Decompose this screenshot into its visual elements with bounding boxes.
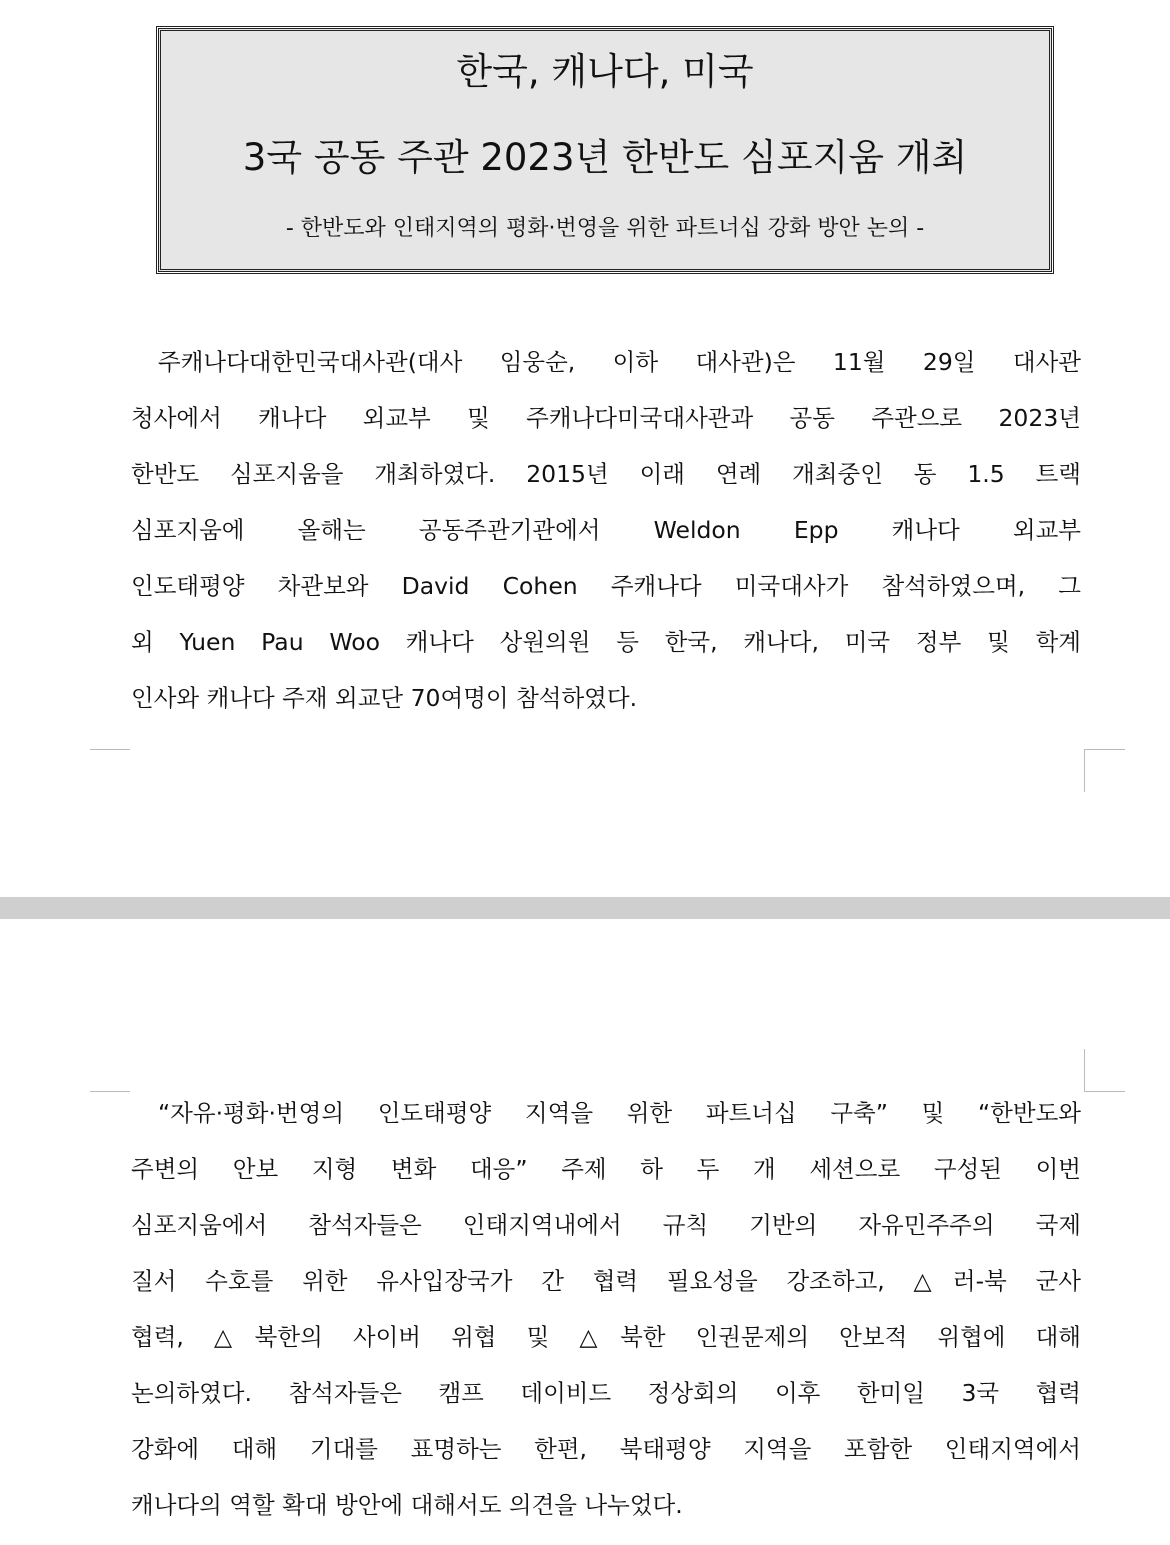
text-line: 강화에 대해 기대를 표명하는 한편, 북태평양 지역을 포함한 인태지역에서 <box>131 1435 1081 1463</box>
title-line-1: 한국, 캐나다, 미국 <box>456 50 754 93</box>
margin-corner-mark <box>1084 749 1125 792</box>
text-line: 청사에서 캐나다 외교부 및 주캐나다미국대사관과 공동 주관으로 2023년 <box>131 404 1081 432</box>
paragraph-1 <box>131 334 1081 726</box>
text-line: 주변의 안보 지형 변화 대응” 주제 하 두 개 세션으로 구성된 이번 <box>131 1155 1081 1183</box>
page-separator <box>0 897 1170 919</box>
text-line: 캐나다의 역할 확대 방안에 대해서도 의견을 나누었다. <box>131 1491 683 1519</box>
margin-corner-mark <box>1084 1049 1125 1092</box>
margin-corner-mark <box>90 749 130 751</box>
text-line: 협력, △북한의 사이버 위협 및 △북한 인권문제의 안보적 위협에 대해 <box>131 1323 1081 1351</box>
text-line: “자유·평화·번영의 인도태평양 지역을 위한 파트너십 구축” 및 “한반도와 <box>158 1099 1081 1127</box>
text-line: 주캐나다대한민국대사관(대사 임웅순, 이하 대사관)은 11월 29일 대사관 <box>158 348 1081 376</box>
text-line: 심포지움에 올해는 공동주관기관에서 Weldon Epp 캐나다 외교부 <box>131 516 1081 544</box>
text-line: 외 Yuen Pau Woo 캐나다 상원의원 등 한국, 캐나다, 미국 정부 및 학계 <box>131 628 1081 656</box>
subtitle: - 한반도와 인태지역의 평화·번영을 위한 파트너십 강화 방안 논의 - <box>285 216 925 241</box>
title-box <box>158 28 1052 272</box>
paragraph-2 <box>131 1085 1081 1533</box>
text-line: 심포지움에서 참석자들은 인태지역내에서 규칙 기반의 자유민주주의 국제 <box>131 1211 1081 1239</box>
text-line: 인사와 캐나다 주재 외교단 70여명이 참석하였다. <box>131 684 638 712</box>
text-line: 질서 수호를 위한 유사입장국가 간 협력 필요성을 강조하고, △러-북 군사 <box>131 1267 1081 1295</box>
title-line-2: 3국 공동 주관 2023년 한반도 심포지움 개최 <box>242 136 968 179</box>
text-line: 한반도 심포지움을 개최하였다. 2015년 이래 연례 개최중인 동 1.5 트랙 <box>131 460 1081 488</box>
text-line: 인도태평양 차관보와 David Cohen 주캐나다 미국대사가 참석하였으며, 그 <box>131 572 1081 600</box>
text-line: 논의하였다. 참석자들은 캠프 데이비드 정상회의 이후 한미일 3국 협력 <box>131 1379 1081 1407</box>
margin-corner-mark <box>90 1091 130 1093</box>
